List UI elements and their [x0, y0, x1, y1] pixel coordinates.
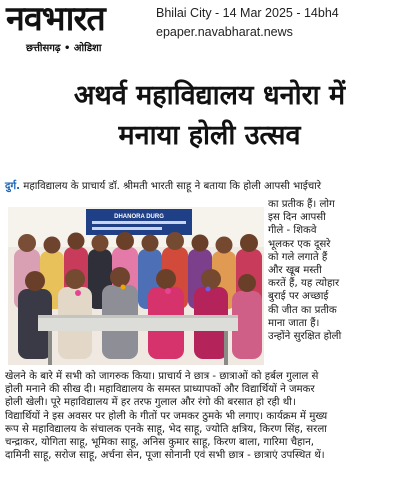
side-line: भूलकर एक दूसरे	[268, 238, 331, 250]
article-photo	[8, 207, 264, 365]
body-line: विद्यार्थियों ने इस अवसर पर होली के गीतों पर जमकर ठुमके भी लगाए। कार्यक्रम में मुख्य	[5, 410, 328, 422]
headline-line-1: अथर्व महाविद्यालय धनोरा में	[73, 80, 346, 111]
side-line: उन्होंने सुरक्षित होली	[268, 331, 342, 343]
side-column	[268, 198, 415, 343]
edition-line: Bhilai City - 14 Mar 2025 - 14bh4	[156, 6, 339, 20]
body-line: होली खेली। पूरे महाविद्यालय में हर तरफ गुलाल और रंगो की बरसात हो रही थी।	[5, 397, 296, 409]
intro-text: महाविद्यालय के प्राचार्य डॉ. श्रीमती भारती साहू ने बताया कि होली आपसी भाईचारे	[20, 181, 322, 192]
side-line: की जीत का प्रतीक	[268, 304, 337, 316]
body-line: रूप से महाविद्यालय के संचालक एनके साहू, भेद साहू, ज्योति क्षत्रिय, किरण सिंह, सरला	[5, 423, 327, 435]
side-line: को गले लगाते हैं	[268, 251, 328, 263]
logo-subtitle: छत्तीसगढ़ • ओडिशा	[26, 43, 102, 54]
side-line: का प्रतीक हैं। लोग	[268, 199, 335, 210]
side-line: गीले - शिकवे	[268, 225, 317, 237]
lower-paragraph	[5, 370, 415, 462]
dateline: दुर्ग.	[5, 181, 21, 192]
body-line: खेलने के बारे में सभी को जागरुक किया। प्राचार्य ने छात्र - छात्राओं को हर्बल गुलाल से	[5, 371, 319, 382]
side-line: करतें हैं, यह त्योहार	[268, 278, 340, 290]
headline-line-2: मनाया होली उत्सव	[118, 120, 301, 151]
newspaper-logo	[4, 2, 146, 56]
side-line: बुराई पर अच्छाई	[268, 291, 329, 303]
article-intro	[5, 180, 415, 193]
photo-banner-text: DHANORA DURG	[114, 214, 164, 220]
logo-text: नवभारत	[6, 0, 105, 39]
body-line: होली मनाने की सीख दी। महाविद्यालय के समस्त प्राध्यापकों और विद्यार्थियों ने जमकर	[5, 384, 315, 396]
epaper-url: epaper.navabharat.news	[156, 25, 293, 39]
side-line: माना जाता हैं।	[268, 317, 320, 329]
group-photo-illustration	[8, 207, 264, 365]
body-line: चन्द्राकर, योगिता साहू, भूमिका साहू, अनिस कुमार साहू, किरण बाला, गारिमा चैहान,	[5, 437, 314, 449]
masthead	[0, 0, 419, 62]
side-line: इस दिन आपसी	[268, 212, 326, 224]
side-line: और खूब मस्ती	[268, 265, 322, 277]
article-headline	[4, 76, 415, 156]
body-line: दामिनी साहू, सरोज साहू, अर्चना सेन, पूजा सोनानी एवं सभी छात्र - छात्राएं उपस्थित थें।	[5, 450, 325, 462]
